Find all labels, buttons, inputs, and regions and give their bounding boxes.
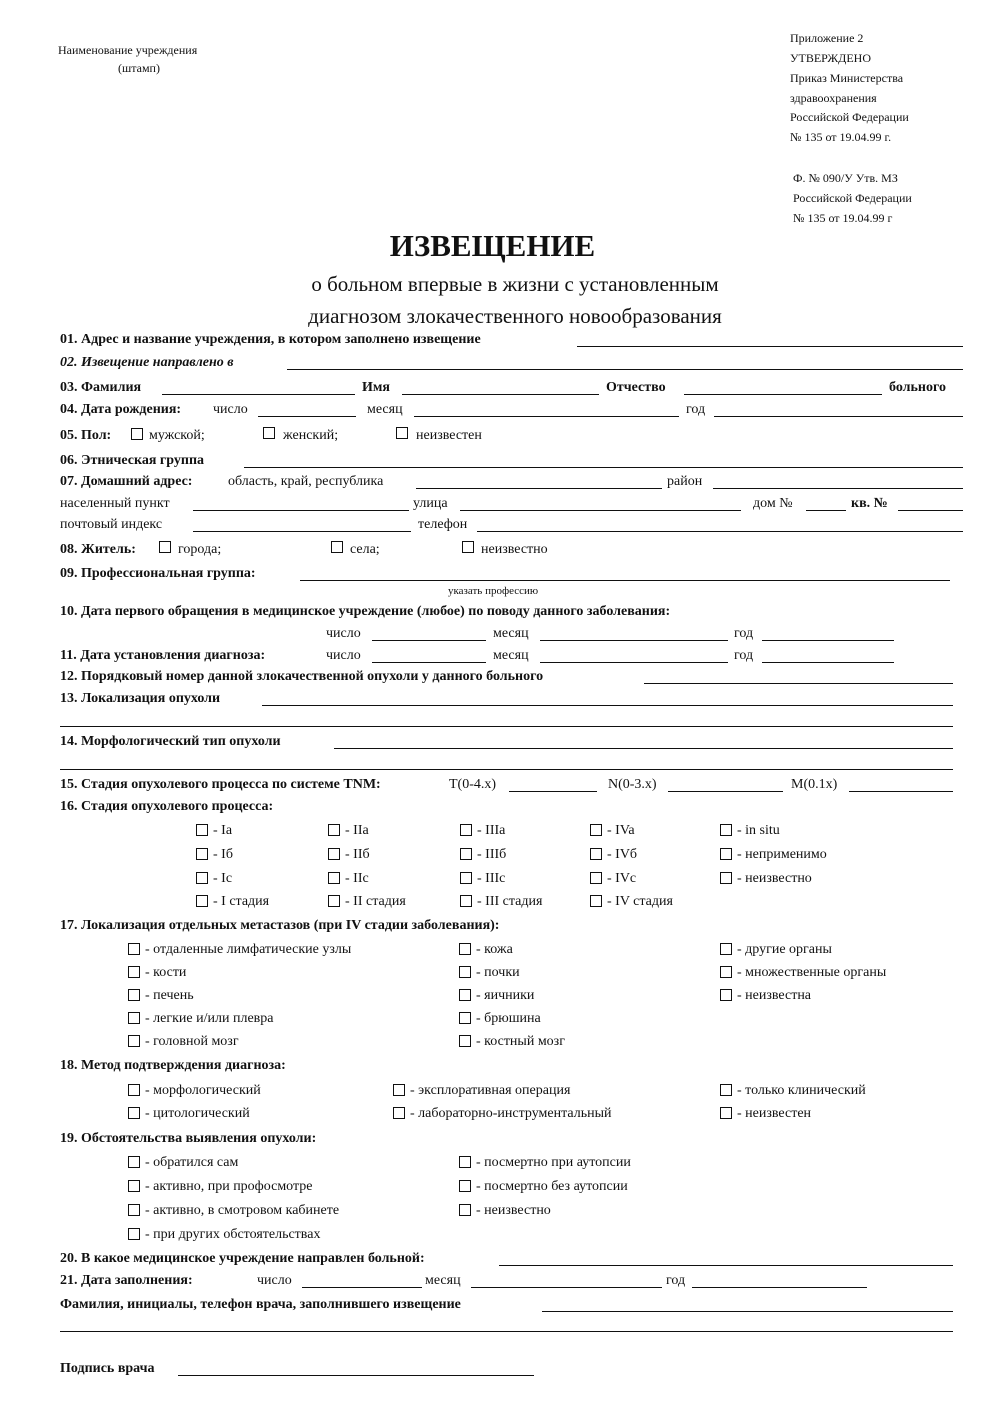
birth-day-label: число bbox=[213, 402, 248, 417]
metastasis-option-checkbox[interactable] bbox=[459, 1035, 471, 1047]
metastasis-option-label: - яичники bbox=[476, 988, 535, 1003]
stage-option-label: - in situ bbox=[737, 823, 780, 838]
first-visit-day-label: число bbox=[326, 626, 361, 641]
name-label: Имя bbox=[362, 380, 390, 395]
metastasis-option-label: - кости bbox=[145, 965, 187, 980]
stage-option-label: - неприменимо bbox=[737, 847, 827, 862]
stage-option-checkbox[interactable] bbox=[720, 872, 732, 884]
tnm-m-input[interactable] bbox=[849, 791, 953, 792]
stage-option-checkbox[interactable] bbox=[328, 848, 340, 860]
profession-input[interactable] bbox=[300, 580, 950, 581]
patronymic-label: Отчество bbox=[606, 380, 666, 395]
circumstance-option-label: - активно, при профосмотре bbox=[145, 1179, 313, 1194]
field-17-label: 17. Локализация отдельных метастазов (при IV стадии заболевания): bbox=[60, 918, 500, 933]
method-option-label: - морфологический bbox=[145, 1083, 261, 1098]
resident-unknown-label: неизвестно bbox=[481, 542, 548, 557]
field-12-label: 12. Порядковый номер данной злокачественной опухоли у данного больного bbox=[60, 669, 544, 684]
fill-day-input[interactable] bbox=[302, 1287, 422, 1288]
profession-caption: указать профессию bbox=[448, 585, 539, 597]
metastasis-option-checkbox[interactable] bbox=[720, 989, 732, 1001]
stage-option-label: - Ic bbox=[213, 871, 233, 886]
field-13-label: 13. Локализация опухоли bbox=[60, 691, 221, 706]
circumstance-option-checkbox[interactable] bbox=[459, 1204, 471, 1216]
appendix-line: Приказ Министерства bbox=[790, 71, 904, 85]
metastasis-option-checkbox[interactable] bbox=[459, 966, 471, 978]
first-visit-year-label: год bbox=[734, 626, 754, 641]
metastasis-option-checkbox[interactable] bbox=[128, 966, 140, 978]
doctor-input[interactable] bbox=[542, 1311, 953, 1312]
sex-unknown-label: неизвестен bbox=[416, 428, 482, 443]
birth-month-input[interactable] bbox=[414, 416, 679, 417]
page-title: ИЗВЕЩЕНИЕ bbox=[389, 228, 596, 263]
subtitle-line-2: диагнозом злокачественного новообразования bbox=[308, 304, 722, 328]
surname-input[interactable] bbox=[162, 394, 355, 395]
morphology-input-line-2[interactable] bbox=[60, 769, 953, 770]
fill-month-label: месяц bbox=[425, 1273, 461, 1288]
stage-option-checkbox[interactable] bbox=[196, 872, 208, 884]
diagnosis-day-label: число bbox=[326, 648, 361, 663]
stage-option-label: - IIc bbox=[345, 871, 369, 886]
circumstance-option-label: - неизвестно bbox=[476, 1203, 551, 1218]
method-option-checkbox[interactable] bbox=[720, 1107, 732, 1119]
field-02-input[interactable] bbox=[287, 369, 963, 370]
first-visit-month-label: месяц bbox=[493, 626, 529, 641]
stage-option-checkbox[interactable] bbox=[590, 895, 602, 907]
stage-option-label: - неизвестно bbox=[737, 871, 812, 886]
metastasis-option-checkbox[interactable] bbox=[128, 1012, 140, 1024]
metastasis-option-label: - легкие и/или плевра bbox=[145, 1011, 274, 1026]
field-01-label: 01. Адрес и название учреждения, в котором заполнено извещение bbox=[60, 332, 481, 347]
circumstance-option-label: - посмертно без аутопсии bbox=[476, 1179, 628, 1194]
appendix-line: УТВЕРЖДЕНО bbox=[790, 51, 872, 65]
sex-female-checkbox[interactable] bbox=[263, 427, 275, 439]
stage-option-label: - Iб bbox=[213, 847, 233, 862]
sex-male-checkbox[interactable] bbox=[131, 428, 143, 440]
first-visit-month-input[interactable] bbox=[540, 640, 728, 641]
region-label: область, край, республика bbox=[228, 474, 384, 489]
field-01-input[interactable] bbox=[577, 346, 963, 347]
field-21-label: 21. Дата заполнения: bbox=[60, 1273, 193, 1288]
metastasis-option-label: - множественные органы bbox=[737, 965, 887, 980]
method-option-checkbox[interactable] bbox=[393, 1107, 405, 1119]
stage-option-label: - IVc bbox=[607, 871, 637, 886]
field-04-label: 04. Дата рождения: bbox=[60, 402, 182, 417]
sex-unknown-checkbox[interactable] bbox=[396, 427, 408, 439]
field-03-label: 03. Фамилия bbox=[60, 380, 142, 395]
method-option-checkbox[interactable] bbox=[393, 1084, 405, 1096]
street-input[interactable] bbox=[460, 510, 741, 511]
field-10-label: 10. Дата первого обращения в медицинское учреждение (любое) по поводу данного заболевания: bbox=[60, 604, 671, 619]
circumstance-option-label: - обратился сам bbox=[145, 1155, 239, 1170]
stage-option-label: - I стадия bbox=[213, 894, 270, 909]
circumstance-option-checkbox[interactable] bbox=[128, 1204, 140, 1216]
stage-option-checkbox[interactable] bbox=[720, 824, 732, 836]
birth-month-label: месяц bbox=[367, 402, 403, 417]
stage-option-checkbox[interactable] bbox=[460, 848, 472, 860]
field-20-label: 20. В какое медицинское учреждение направлен больной: bbox=[60, 1251, 425, 1266]
settlement-label: населенный пункт bbox=[60, 496, 170, 511]
form-number-line: Российской Федерации bbox=[793, 191, 912, 205]
signature-label: Подпись врача bbox=[60, 1361, 155, 1376]
sex-female-label: женский; bbox=[283, 428, 339, 443]
stage-option-label: - IVб bbox=[607, 847, 638, 862]
metastasis-option-label: - другие органы bbox=[737, 942, 832, 957]
tnm-n-input[interactable] bbox=[668, 791, 783, 792]
birth-year-input[interactable] bbox=[714, 416, 963, 417]
stage-option-label: - Ia bbox=[213, 823, 233, 838]
stage-option-label: - IIIc bbox=[477, 871, 506, 886]
stage-option-checkbox[interactable] bbox=[460, 824, 472, 836]
patient-label: больного bbox=[889, 380, 946, 395]
circumstance-option-label: - при других обстоятельствах bbox=[145, 1227, 321, 1242]
tnm-t-label: T(0-4.x) bbox=[449, 777, 497, 792]
circumstance-option-checkbox[interactable] bbox=[128, 1228, 140, 1240]
metastasis-option-checkbox[interactable] bbox=[459, 1012, 471, 1024]
stage-option-label: - IIIб bbox=[477, 847, 507, 862]
metastasis-option-label: - брюшина bbox=[476, 1011, 541, 1026]
resident-city-label: города; bbox=[178, 542, 222, 557]
first-visit-day-input[interactable] bbox=[372, 640, 486, 641]
region-input[interactable] bbox=[416, 488, 662, 489]
ethnic-group-input[interactable] bbox=[244, 467, 963, 468]
field-05-label: 05. Пол: bbox=[60, 428, 112, 443]
stage-option-checkbox[interactable] bbox=[590, 824, 602, 836]
resident-city-checkbox[interactable] bbox=[159, 541, 171, 553]
diagnosis-year-label: год bbox=[734, 648, 754, 663]
stage-option-checkbox[interactable] bbox=[196, 848, 208, 860]
form-number-line: Ф. № 090/У Утв. МЗ bbox=[793, 171, 898, 185]
stamp-label: (штамп) bbox=[118, 61, 160, 75]
referral-institution-input[interactable] bbox=[499, 1265, 953, 1266]
field-15-label: 15. Стадия опухолевого процесса по системе TNM: bbox=[60, 777, 381, 792]
stage-option-checkbox[interactable] bbox=[590, 872, 602, 884]
morphology-input[interactable] bbox=[334, 748, 953, 749]
stage-option-label: - III стадия bbox=[477, 894, 543, 909]
subtitle-line-1: о больном впервые в жизни с установленным bbox=[311, 272, 719, 296]
circumstance-option-checkbox[interactable] bbox=[459, 1180, 471, 1192]
circumstance-option-checkbox[interactable] bbox=[128, 1156, 140, 1168]
field-11-label: 11. Дата установления диагноза: bbox=[60, 648, 266, 663]
field-08-label: 08. Житель: bbox=[60, 542, 136, 557]
tnm-m-label: M(0.1x) bbox=[791, 777, 838, 792]
method-option-checkbox[interactable] bbox=[128, 1084, 140, 1096]
flat-input[interactable] bbox=[898, 510, 963, 511]
postcode-input[interactable] bbox=[193, 531, 411, 532]
patronymic-input[interactable] bbox=[684, 394, 882, 395]
tnm-t-input[interactable] bbox=[509, 791, 597, 792]
form-number-line: № 135 от 19.04.99 г bbox=[793, 211, 893, 225]
settlement-input[interactable] bbox=[193, 510, 409, 511]
fill-year-label: год bbox=[666, 1273, 686, 1288]
diagnosis-day-input[interactable] bbox=[372, 662, 486, 663]
first-visit-year-input[interactable] bbox=[762, 640, 894, 641]
stage-option-label: - II стадия bbox=[345, 894, 406, 909]
field-09-label: 09. Профессиональная группа: bbox=[60, 566, 256, 581]
stage-option-checkbox[interactable] bbox=[720, 848, 732, 860]
metastasis-option-label: - почки bbox=[476, 965, 520, 980]
method-option-label: - неизвестен bbox=[737, 1106, 812, 1121]
house-label: дом № bbox=[753, 496, 793, 511]
appendix-line: здравоохранения bbox=[790, 91, 877, 105]
tnm-n-label: N(0-3.x) bbox=[608, 777, 657, 792]
stage-option-label: - IIб bbox=[345, 847, 370, 862]
metastasis-option-checkbox[interactable] bbox=[720, 966, 732, 978]
field-18-label: 18. Метод подтверждения диагноза: bbox=[60, 1058, 286, 1073]
appendix-line: Российской Федерации bbox=[790, 110, 909, 124]
diagnosis-month-label: месяц bbox=[493, 648, 529, 663]
district-input[interactable] bbox=[713, 488, 963, 489]
signature-input[interactable] bbox=[178, 1375, 534, 1376]
street-label: улица bbox=[413, 496, 448, 511]
localization-input[interactable] bbox=[262, 705, 953, 706]
name-input[interactable] bbox=[402, 394, 599, 395]
method-option-checkbox[interactable] bbox=[720, 1084, 732, 1096]
field-14-label: 14. Морфологический тип опухоли bbox=[60, 734, 281, 749]
metastasis-option-label: - печень bbox=[145, 988, 194, 1003]
stage-option-checkbox[interactable] bbox=[460, 872, 472, 884]
stage-option-checkbox[interactable] bbox=[196, 824, 208, 836]
birth-day-input[interactable] bbox=[258, 416, 356, 417]
sex-male-label: мужской; bbox=[149, 428, 205, 443]
stage-option-checkbox[interactable] bbox=[328, 824, 340, 836]
method-option-checkbox[interactable] bbox=[128, 1107, 140, 1119]
stage-option-label: - IIa bbox=[345, 823, 369, 838]
field-07-label: 07. Домашний адрес: bbox=[60, 474, 193, 489]
field-19-label: 19. Обстоятельства выявления опухоли: bbox=[60, 1131, 317, 1146]
circumstance-option-checkbox[interactable] bbox=[128, 1180, 140, 1192]
metastasis-option-label: - костный мозг bbox=[476, 1034, 565, 1049]
stage-option-checkbox[interactable] bbox=[460, 895, 472, 907]
tumor-number-input[interactable] bbox=[644, 683, 953, 684]
stage-option-checkbox[interactable] bbox=[196, 895, 208, 907]
phone-label: телефон bbox=[418, 517, 468, 532]
stage-option-checkbox[interactable] bbox=[328, 872, 340, 884]
metastasis-option-label: - неизвестна bbox=[737, 988, 812, 1003]
fill-month-input[interactable] bbox=[471, 1287, 662, 1288]
birth-year-label: год bbox=[686, 402, 706, 417]
institution-name-label: Наименование учреждения bbox=[58, 43, 198, 57]
circumstance-option-checkbox[interactable] bbox=[459, 1156, 471, 1168]
metastasis-option-label: - головной мозг bbox=[145, 1034, 239, 1049]
phone-input[interactable] bbox=[477, 531, 963, 532]
metastasis-option-checkbox[interactable] bbox=[128, 1035, 140, 1047]
metastasis-option-checkbox[interactable] bbox=[128, 989, 140, 1001]
circumstance-option-label: - посмертно при аутопсии bbox=[476, 1155, 631, 1170]
stage-option-label: - IIIa bbox=[477, 823, 506, 838]
doctor-label: Фамилия, инициалы, телефон врача, заполнившего извещение bbox=[60, 1297, 461, 1312]
localization-input-line-2[interactable] bbox=[60, 726, 953, 727]
house-input[interactable] bbox=[806, 510, 846, 511]
method-option-label: - только клинический bbox=[737, 1083, 866, 1098]
stage-option-label: - IV стадия bbox=[607, 894, 673, 909]
metastasis-option-checkbox[interactable] bbox=[459, 989, 471, 1001]
appendix-line: Приложение 2 bbox=[790, 31, 864, 45]
resident-village-checkbox[interactable] bbox=[331, 541, 343, 553]
circumstance-option-label: - активно, в смотровом кабинете bbox=[145, 1203, 340, 1218]
stage-option-label: - IVa bbox=[607, 823, 635, 838]
method-option-label: - цитологический bbox=[145, 1106, 250, 1121]
postcode-label: почтовый индекс bbox=[60, 517, 163, 532]
diagnosis-year-input[interactable] bbox=[762, 662, 894, 663]
stage-option-checkbox[interactable] bbox=[590, 848, 602, 860]
resident-unknown-checkbox[interactable] bbox=[462, 541, 474, 553]
field-06-label: 06. Этническая группа bbox=[60, 453, 205, 468]
metastasis-option-checkbox[interactable] bbox=[459, 943, 471, 955]
appendix-line: № 135 от 19.04.99 г. bbox=[790, 130, 892, 144]
field-02-label: 02. Извещение направлено в bbox=[60, 355, 234, 370]
flat-label: кв. № bbox=[851, 496, 888, 511]
metastasis-option-label: - отдаленные лимфатические узлы bbox=[145, 942, 352, 957]
method-option-label: - эксплоративная операция bbox=[410, 1083, 571, 1098]
method-option-label: - лабораторно-инструментальный bbox=[410, 1106, 612, 1121]
doctor-input-line-2[interactable] bbox=[60, 1331, 953, 1332]
stage-option-checkbox[interactable] bbox=[328, 895, 340, 907]
district-label: район bbox=[667, 474, 703, 489]
fill-year-input[interactable] bbox=[692, 1287, 867, 1288]
resident-village-label: села; bbox=[350, 542, 380, 557]
field-16-label: 16. Стадия опухолевого процесса: bbox=[60, 799, 274, 814]
diagnosis-month-input[interactable] bbox=[540, 662, 728, 663]
metastasis-option-checkbox[interactable] bbox=[720, 943, 732, 955]
metastasis-option-label: - кожа bbox=[476, 942, 513, 957]
metastasis-option-checkbox[interactable] bbox=[128, 943, 140, 955]
fill-day-label: число bbox=[257, 1273, 292, 1288]
